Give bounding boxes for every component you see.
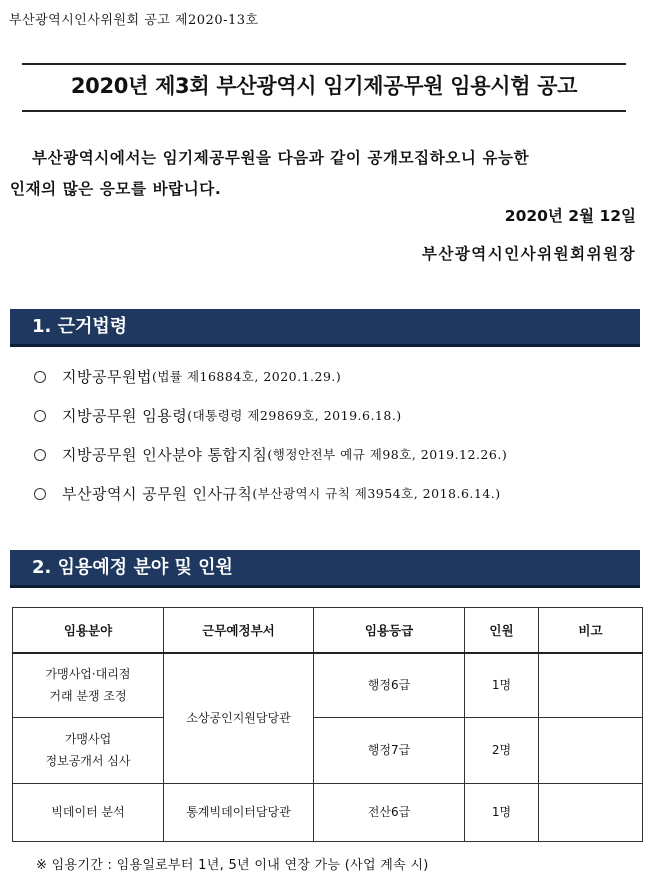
cell-grade: 전산6급 <box>314 783 465 841</box>
header-grade: 임용등급 <box>314 608 465 654</box>
law-name: 지방공무원 임용령 <box>62 407 188 425</box>
law-reference: (행정안전부 예규 제98호, 2019.12.26.) <box>267 447 508 462</box>
cell-note <box>539 653 643 717</box>
table-row <box>13 783 643 841</box>
table-header-row <box>13 608 643 654</box>
circle-bullet-icon <box>34 371 46 383</box>
cell-grade: 행정7급 <box>314 717 465 783</box>
title-top-rule <box>22 63 626 65</box>
law-list <box>34 365 507 521</box>
recruitment-table <box>12 607 643 842</box>
cell-note <box>539 783 643 841</box>
cell-field: 빅데이터 분석 <box>13 783 164 841</box>
intro-line-2: 인재의 많은 응모를 바랍니다. <box>10 180 222 198</box>
table-row <box>13 653 643 717</box>
cell-count: 1명 <box>465 653 539 717</box>
cell-field <box>13 653 164 717</box>
document-title: 2020년 제3회 부산광역시 임기제공무원 임용시험 공고 <box>70 74 578 98</box>
table-row <box>13 717 643 783</box>
law-item <box>34 365 507 404</box>
section-1-title: 1. 근거법령 <box>32 316 128 337</box>
field-line-1: 가맹사업 <box>64 732 112 746</box>
field-line-1: 가맹사업·대리점 <box>45 667 131 682</box>
header-department: 근무예정부서 <box>164 608 314 654</box>
signer: 부산광역시인사위원회위원장 <box>421 245 636 263</box>
circle-bullet-icon <box>34 488 46 500</box>
header-note: 비고 <box>539 608 643 654</box>
cell-field <box>13 717 164 783</box>
cell-department: 소상공인지원담당관 <box>164 653 314 783</box>
cell-grade: 행정6급 <box>314 653 465 717</box>
cell-count: 1명 <box>465 783 539 841</box>
cell-count: 2명 <box>465 717 539 783</box>
intro-line-1: 부산광역시에서는 임기제공무원을 다음과 같이 공개모집하오니 유능한 <box>32 149 530 167</box>
law-reference: (부산광역시 규칙 제3954호, 2018.6.14.) <box>252 486 501 501</box>
law-item <box>34 482 507 521</box>
law-item <box>34 404 507 443</box>
term-footnote: ※ 임용기간 : 임용일로부터 1년, 5년 이내 연장 가능 (사업 계속 시) <box>36 858 429 873</box>
field-line-2: 거래 분쟁 조정 <box>49 689 127 704</box>
header-field: 임용분야 <box>13 608 164 654</box>
law-reference: (법률 제16884호, 2020.1.29.) <box>151 369 342 384</box>
field-line-2: 정보공개서 심사 <box>45 754 131 768</box>
law-name: 지방공무원법 <box>62 368 152 386</box>
header-count: 인원 <box>465 608 539 654</box>
law-item <box>34 443 507 482</box>
circle-bullet-icon <box>34 410 46 422</box>
notice-date: 2020년 2월 12일 <box>504 207 636 225</box>
cell-department: 통계빅데이터담당관 <box>164 783 314 841</box>
law-name: 지방공무원 인사분야 통합지침 <box>62 446 268 464</box>
title-bottom-rule <box>22 110 626 112</box>
notice-number: 부산광역시인사위원회 공고 제2020-13호 <box>9 13 259 28</box>
circle-bullet-icon <box>34 449 46 461</box>
section-1-header <box>10 309 640 347</box>
section-2-title: 2. 임용예정 분야 및 인원 <box>32 557 233 578</box>
section-2-header <box>10 550 640 588</box>
cell-note <box>539 717 643 783</box>
intro-paragraph <box>10 143 640 205</box>
law-name: 부산광역시 공무원 인사규칙 <box>62 485 253 503</box>
law-reference: (대통령령 제29869호, 2019.6.18.) <box>187 408 402 423</box>
